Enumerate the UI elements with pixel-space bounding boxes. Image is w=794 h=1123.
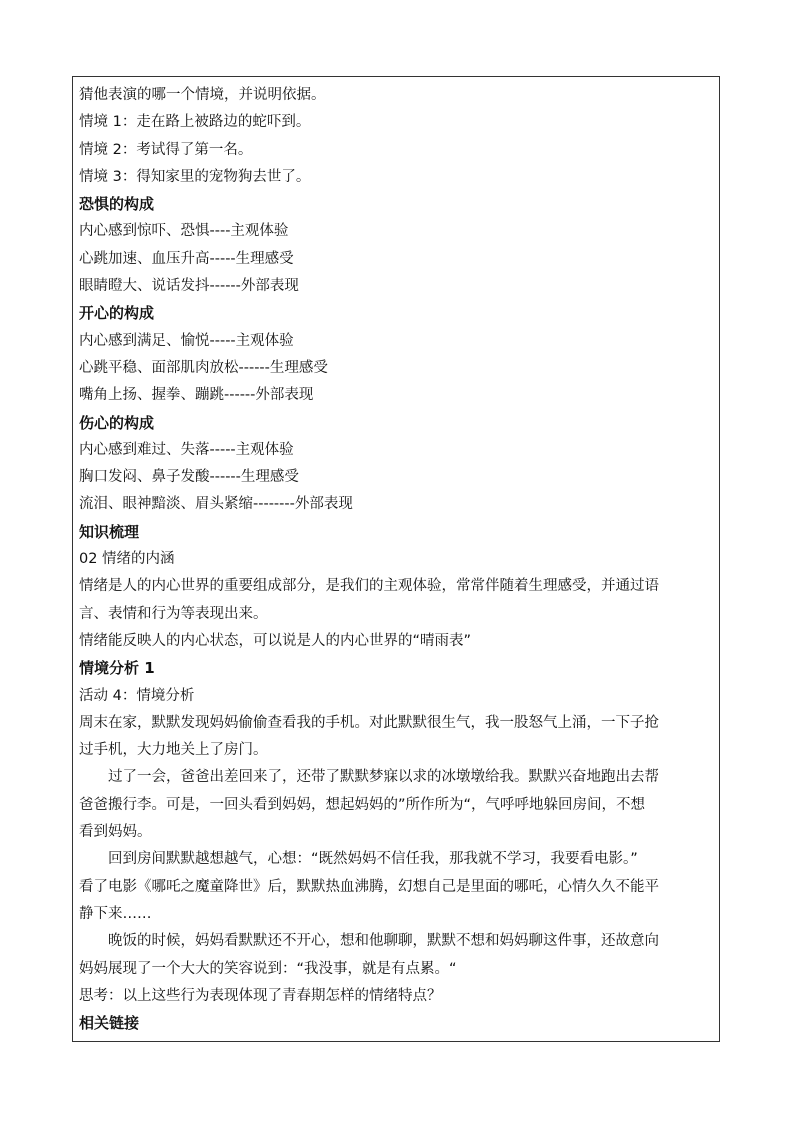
fear-physiological: 心跳加速、血压升高-----生理感受 xyxy=(79,250,294,267)
emotion-definition-line-2: 言、表情和行为等表现出来。 xyxy=(79,605,268,622)
story-p4-line-2: 妈妈展现了一个大大的笑容说到：“我没事，就是有点累。“ xyxy=(79,960,457,977)
knowledge-heading: 知识梳理 xyxy=(79,522,140,541)
sad-heading: 伤心的构成 xyxy=(79,413,155,432)
happy-heading: 开心的构成 xyxy=(79,304,155,323)
scenario-1: 情境 1：走在路上被路边的蛇吓到。 xyxy=(79,114,311,131)
happy-physiological: 心跳平稳、面部肌肉放松------生理感受 xyxy=(79,359,328,376)
story-p1-line-1: 周末在家，默默发现妈妈偷偷查看我的手机。对此默默很生气，我一股怒气上涌，一下子抢 xyxy=(79,714,659,731)
story-p3-line-1: 回到房间默默越想越气，心想：“既然妈妈不信任我，那我就不学习，我要看电影。” xyxy=(108,851,638,868)
story-p2-line-3: 看到妈妈。 xyxy=(79,824,152,841)
story-p4-line-1: 晚饭的时候，妈妈看默默还不开心，想和他聊聊，默默不想和妈妈聊这件事，还故意向 xyxy=(108,933,659,950)
fear-heading: 恐惧的构成 xyxy=(79,195,155,214)
happy-subjective: 内心感到满足、愉悦-----主观体验 xyxy=(79,332,294,349)
fear-external: 眼睛瞪大、说话发抖------外部表现 xyxy=(79,278,299,295)
happy-external: 嘴角上扬、握拳、蹦跳------外部表现 xyxy=(79,387,314,404)
intro-question: 猜他表演的哪一个情境，并说明依据。 xyxy=(79,87,326,103)
story-p2-line-2: 爸爸搬行李。可是，一回头看到妈妈，想起妈妈的”所作所为“，气呼呼地躲回房间，不想 xyxy=(79,796,646,813)
scenario-3: 情境 3：得知家里的宠物狗去世了。 xyxy=(79,168,311,185)
story-p1-line-2: 过手机，大力地关上了房门。 xyxy=(79,742,268,759)
document-body xyxy=(79,82,715,1037)
story-p3-line-3: 静下来…… xyxy=(79,905,152,922)
related-links-heading: 相关链接 xyxy=(79,1014,140,1033)
scenario-analysis-heading: 情境分析 1 xyxy=(79,659,155,678)
activity-4-title: 活动 4：情境分析 xyxy=(79,687,195,704)
story-p3-line-2: 看了电影《哪吒之魔童降世》后，默默热血沸腾，幻想自己是里面的哪吒，心情久久不能平 xyxy=(79,878,659,895)
reflection-question: 思考：以上这些行为表现体现了青春期怎样的情绪特点？ xyxy=(79,987,442,1004)
sad-physiological: 胸口发闷、鼻子发酸------生理感受 xyxy=(79,469,299,486)
emotion-definition-line-1: 情绪是人的内心世界的重要组成部分，是我们的主观体验，常常伴随着生理感受，并通过语 xyxy=(79,578,659,595)
emotion-barometer: 情绪能反映人的内心状态，可以说是人的内心世界的“晴雨表” xyxy=(79,632,472,649)
story-p2-line-1: 过了一会，爸爸出差回来了，还带了默默梦寐以求的冰墩墩给我。默默兴奋地跑出去帮 xyxy=(108,769,659,786)
sad-external: 流泪、眼神黯淡、眉头紧缩--------外部表现 xyxy=(79,496,353,513)
scenario-2: 情境 2：考试得了第一名。 xyxy=(79,141,253,158)
fear-subjective: 内心感到惊吓、恐惧----主观体验 xyxy=(79,223,289,240)
sad-subjective: 内心感到难过、失落-----主观体验 xyxy=(79,441,294,458)
section-02-title: 02 情绪的内涵 xyxy=(79,551,175,568)
